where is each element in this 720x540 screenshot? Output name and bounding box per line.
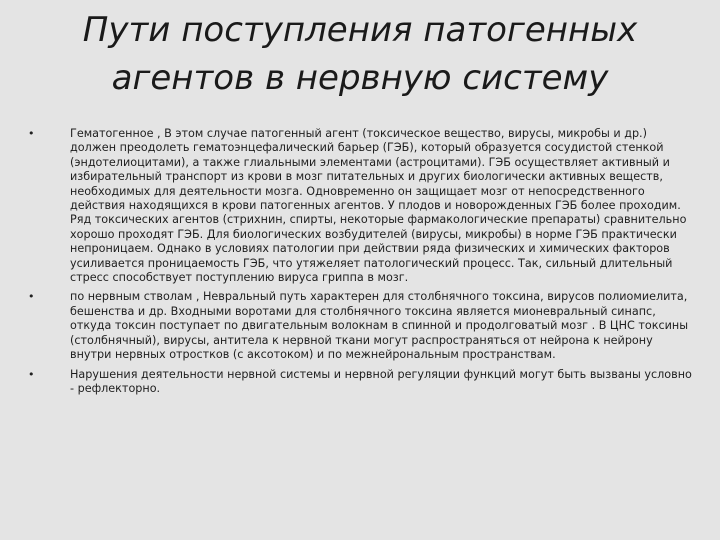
bullet-text: по нервным стволам , Невральный путь характерен для столбнячного токсина, вирусов полиомиелита, бешенства и др. Входными воротами для столбнячного токсина является мионевральный синапс, откуда токсин поступает по двигательным волокнам в спинной и продолговатый мозг . В ЦНС токсины (столбнячный), вирусы, антитела к нервной ткани могут распространяться от нейрона к нейрону внутри нервных отростков (с аксотоком) и по межнейрональным пространствам. bbox=[70, 290, 689, 362]
bullet-dot-icon: • bbox=[28, 290, 35, 304]
slide-title: Пути поступления патогенных агентов в нервную систему bbox=[82, 10, 638, 98]
bullet-dot-icon: • bbox=[28, 127, 35, 140]
bullet-text: Гематогенное , В этом случае патогенный агент (токсическое вещество, вирусы, микробы и др.) должен преодолеть гематоэнцефалический барьер (ГЭБ), который образуется сосудистой стенкой (эндотелиоцитами), а также глиальными элементами (астроцитами). ГЭБ осуществляет активный и избирательный транспорт из крови в мозг питательных и других биологически активных веществ, необходимых для деятельности мозга. Одновременно он защищает мозг от непосредственного действия находящихся в крови патогенных агентов. У плодов и новорожденных ГЭБ более проходим. Ряд токсических агентов (стрихнин, спирты, некоторые фармакологические препараты) сравнительно хорошо проходят ГЭБ. Для биологических возбудителей (вирусы, микробы) в норме ГЭБ практически непроницаем. Однако в условиях патологии при действии ряда физических и химических факторов усиливается проницаемость ГЭБ, что утяжеляет патологический процесс. Так, сильный длительный стресс способствует поступлению вируса гриппа в мозг. bbox=[70, 127, 687, 285]
bullet-list bbox=[28, 127, 696, 401]
bullet-item-reflex bbox=[28, 368, 696, 397]
bullet-item-neural bbox=[28, 290, 696, 362]
bullet-dot-icon: • bbox=[28, 367, 35, 381]
bullet-text: Нарушения деятельности нервной системы и нервной регуляции функций могут быть вызваны условно - рефлекторно. bbox=[70, 367, 692, 395]
bullet-item-hematogenous bbox=[28, 127, 696, 285]
